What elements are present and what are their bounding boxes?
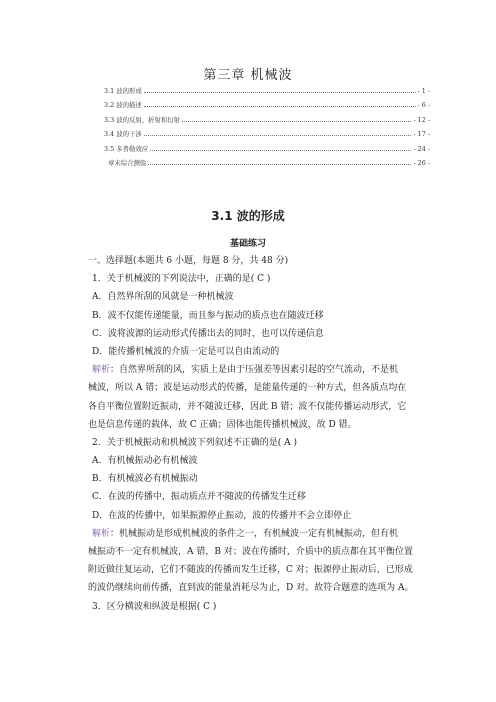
table-of-contents xyxy=(104,86,430,172)
toc-entry[interactable] xyxy=(104,86,430,100)
toc-entry[interactable] xyxy=(104,144,430,158)
toc-entry-page: - 24 - xyxy=(413,144,430,153)
question-2-explanation-line: 的波仍继续向前传播，直到波的能量消耗尽为止，D 对。故符合题意的选项为 A。 xyxy=(88,583,414,594)
question-1-option-d: D．能传播机械波的介质一定是可以自由流动的 xyxy=(92,346,280,357)
toc-entry-title: 3.3 波的反射、折射和衍射 xyxy=(104,115,181,124)
question-1-explanation-line: 械波，所以 A 错；波是运动形式的传播，是能量传递的一种方式，但各质点均在 xyxy=(88,383,407,394)
toc-leader xyxy=(144,106,416,107)
question-2-option-a: A．有机械振动必有机械波 xyxy=(92,456,198,467)
question-2-option-d: D．在波的传播中，如果振源停止振动，波的传播并不会立即停止 xyxy=(92,510,352,521)
toc-leader xyxy=(144,135,412,136)
toc-leader xyxy=(148,164,411,165)
toc-entry-page: - 12 - xyxy=(413,115,430,124)
part-heading: 一、选择题(本题共 6 小题，每题 8 分，共 48 分) xyxy=(88,256,289,266)
toc-leader xyxy=(182,121,411,122)
toc-entry-page: - 6 - xyxy=(417,101,430,110)
toc-entry-page: - 1 - xyxy=(417,87,430,95)
explanation-text: ：机械振动是形成机械波的条件之一，有机械波一定有机械振动，但有机 xyxy=(110,528,399,539)
toc-entry-title: 章末综合测验 xyxy=(108,158,147,167)
question-1-explanation-line: 各自平衡位置附近振动，并不随波迁移，因此 B 错；波不仅能传播运动形式，它 xyxy=(88,401,407,412)
toc-leader xyxy=(144,92,416,93)
exercise-body xyxy=(88,252,416,616)
toc-entry[interactable] xyxy=(104,158,430,172)
question-2-explanation-line: 械振动不一定有机械波，A 错，B 对；波在传播时，介质中的质点都在其平衡位置 xyxy=(88,547,413,557)
toc-entry[interactable] xyxy=(104,100,430,114)
toc-entry-page: - 17 - xyxy=(413,130,430,139)
toc-entry-title: 3.1 波的形成 xyxy=(104,87,142,95)
toc-entry-title: 3.4 波的干涉 xyxy=(104,130,142,139)
question-1-explanation-line: 也是信息传递的载体，故 C 正确；固体也能传播机械波，故 D 错。 xyxy=(88,419,357,430)
chapter-title: 第三章 机械波 xyxy=(203,68,293,83)
explanation-label: 解析 xyxy=(92,365,111,376)
subsection-title: 基础练习 xyxy=(229,239,266,249)
question-1-option-c: C．波将波源的运动形式传播出去的同时，也可以传递信息 xyxy=(92,328,324,339)
question-3-stem: 3．区分横波和纵波是根据( C ) xyxy=(92,601,217,612)
question-2-explanation-line xyxy=(88,525,416,543)
section-title: 3.1 波的形成 xyxy=(211,209,285,223)
toc-entry-title: 3.5 多普勒效应 xyxy=(104,144,149,153)
toc-entry-title: 3.2 波的描述 xyxy=(104,101,142,110)
question-stem-text: 1．关于机械波的下列说法中，正确的是( C ) xyxy=(92,274,271,285)
explanation-text: ：自然界所刮的风，实质上是由于压强差等因素引起的空气流动，不是机 xyxy=(110,365,399,376)
question-1-stem xyxy=(88,270,416,288)
question-2-stem: 2．关于机械振动和机械波下列叙述不正确的是( A ) xyxy=(92,437,297,448)
toc-leader xyxy=(150,150,411,151)
question-1-option-a: A．自然界所刮的风就是一种机械波 xyxy=(92,292,234,303)
toc-entry[interactable] xyxy=(104,129,430,143)
toc-entry-page: - 26 - xyxy=(413,158,430,167)
question-2-option-c: C．在波的传播中，振动质点并不随波的传播发生迁移 xyxy=(92,492,306,503)
explanation-label: 解析 xyxy=(92,528,111,539)
question-1-option-b: B．波不仅能传递能量，而且参与振动的质点也在随波迁移 xyxy=(92,310,324,321)
question-2-option-b: B．有机械波必有机械振动 xyxy=(92,474,198,485)
question-2-explanation-line: 附近做往复运动，它们不随波的传播而发生迁移，C 对；振源停止振动后，已形成 xyxy=(88,565,413,576)
toc-entry[interactable] xyxy=(104,115,430,129)
question-1-explanation-line xyxy=(88,361,416,379)
